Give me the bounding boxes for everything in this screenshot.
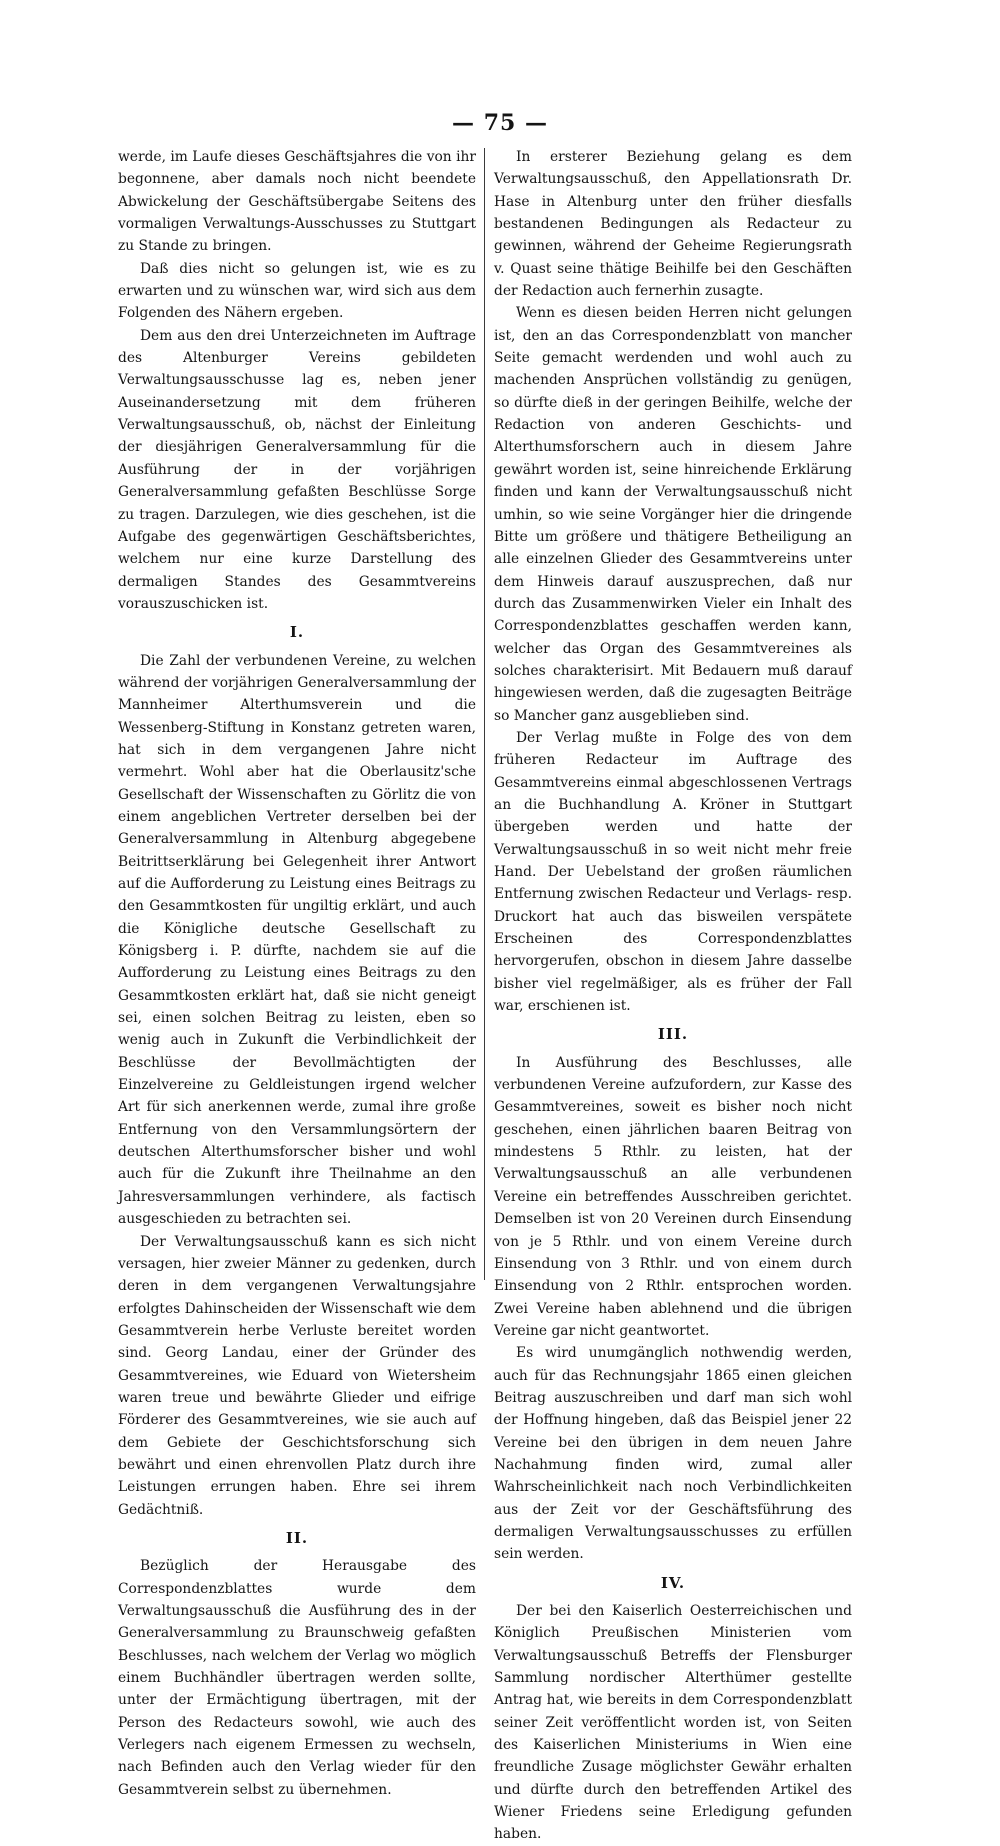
paragraph: Wenn es diesen beiden Herren nicht gelungen ist, den an das Correspondenzblatt von mancher Seite gemacht werdenden und wohl auch zu machenden Ansprüchen vollständig zu genügen, so dürfte dieß in der geringen Beihilfe, welche der Redaction von anderen Geschichts- und Alterthumsforschern auch in diesem Jahre gewährt worden ist, seine hinreichende Erklärung finden und kann der Verwaltungsausschuß nicht umhin, so wie seine Vorgänger hier die dringende Bitte um größere und thätigere Betheiligung an alle einzelnen Glieder des Gesammtvereins unter dem Hinweis darauf auszusprechen, daß nur durch das Zusammenwirken Vieler ein Inhalt des Correspondenzblattes geschaffen werden kann, welcher das Organ des Gesammtvereines als solches charakterisirt. Mit Bedauern muß darauf hingewiesen werden, daß die zugesagten Beiträge so Mancher ganz ausgeblieben sind. (494, 305, 852, 724)
paragraph: Bezüglich der Herausgabe des Correspondenzblattes wurde dem Verwaltungsausschuß die Ausführung des in der Generalversammlung zu Braunschweig gefaßten Beschlusses, nach welchem der Verlag wo möglich einem Buchhändler übertragen werden sollte, unter der Ermächtigung übertragen, mit der Person des Redacteurs sowohl, wie auch des Verlegers nach eigenem Ermessen zu wechseln, nach Befinden auch den Verlag wieder für den Gesammtverein selbst zu übernehmen. (118, 1558, 476, 1798)
section-heading-1: I. (289, 623, 305, 642)
section-heading-2: II. (285, 1528, 309, 1547)
paragraph: werde, im Laufe dieses Geschäftsjahres die von ihr begonnene, aber damals noch nicht beendete Abwickelung der Geschäftsübergabe Seitens des vormaligen Verwaltungs-Ausschusses zu Stuttgart zu Stande zu bringen. (118, 149, 476, 255)
paragraph: Es wird unumgänglich nothwendig werden, auch für das Rechnungsjahr 1865 einen gleichen Beitrag auszuschreiben und darf man sich wohl der Hoffnung hingeben, daß das Beispiel jener 22 Vereine bei den übrigen in dem neuen Jahre Nachahmung finden wird, zumal aller Wahrscheinlichkeit nach noch Verbindlichkeiten aus der Zeit vor der Geschäftsführung des dermaligen Verwaltungsausschusses zu erfüllen sein werden. (494, 1345, 852, 1563)
paragraph: Daß dies nicht so gelungen ist, wie es zu erwarten und zu wünschen war, wird sich aus dem Folgenden des Nähern ergeben. (118, 260, 476, 322)
section-heading-4: IV. (660, 1573, 686, 1592)
paragraph: Der Verwaltungsausschuß kann es sich nicht versagen, hier zweier Männer zu gedenken, durch deren in dem vergangenen Verwaltungsjahre erfolgtes Dahinscheiden der Wissenschaft wie dem Gesammtverein herbe Verluste bereitet worden sind. Georg Landau, einer der Gründer des Gesammtvereines, wie Eduard von Wietersheim waren treue und bewährte Glieder und eifrige Förderer des Gesammtvereines, wie sie auch auf dem Gebiete der Geschichtsforschung sich bewährt und einen ehrenvollen Platz durch ihre Leistungen errungen haben. Ehre sei ihrem Gedächtniß. (118, 1233, 476, 1518)
paragraph: In Ausführung des Beschlusses, alle verbundenen Vereine aufzufordern, zur Kasse des Gesammtvereines, soweit es bisher noch nicht geschehen, einen jährlichen baaren Beitrag von mindestens 5 Rthlr. zu leisten, hat der Verwaltungsausschuß an alle verbundenen Vereine ein betreffendes Ausschreiben gerichtet. Demselben ist von 20 Vereinen durch Einsendung von je 5 Rthlr. und von einem Vereine durch Einsendung von 3 Rthlr. und von einem durch Einsendung von 2 Rthlr. entsprochen worden. Zwei Vereine haben ablehnend und die übrigen Vereine gar nicht geantwortet. (494, 1054, 852, 1339)
paragraph: Der bei den Kaiserlich Oesterreichischen und Königlich Preußischen Ministerien vom Verwaltungsausschuß Betreffs der Flensburger Sammlung nordischer Alterthümer gestellte Antrag hat, wie bereits in dem Correspondenzblatt seiner Zeit veröffentlicht worden ist, von Seiten des Kaiserlichen Ministeriums in Wien eine freundliche Zusage möglichster Gewähr erhalten und dürfte durch den betreffenden Artikel des Wiener Friedens seine Erledigung gefunden haben. (494, 1603, 852, 1843)
right-column (494, 146, 852, 1846)
paragraph: Dem aus den drei Unterzeichneten im Auftrage des Altenburger Vereins gebildeten Verwaltungsausschusse lag es, neben jener Auseinandersetzung mit dem früheren Verwaltungsausschuß, ob, nächst der Einleitung der diesjährigen Generalversammlung für die Ausführung der in der vorjährigen Generalversammlung gefaßten Beschlüsse Sorge zu tragen. Darzulegen, wie dies geschehen, ist die Aufgabe des gegenwärtigen Geschäftsberichtes, welchem nur eine kurze Darstellung des dermaligen Standes des Gesammtvereins vorauszuschicken ist. (118, 327, 476, 612)
paragraph: Der Verlag mußte in Folge des von dem früheren Redacteur im Auftrage des Gesammtvereins einmal abgeschlossenen Vertrags an die Buchhandlung A. Kröner in Stuttgart übergeben werden und hatte der Verwaltungsausschuß in so weit nicht mehr freie Hand. Der Uebelstand der großen räumlichen Entfernung zwischen Redacteur und Verlags- resp. Druckort hat auch das bisweilen verspätete Erscheinen des Correspondenzblattes hervorgerufen, obschon in diesem Jahre dasselbe bisher viel regelmäßiger, als es früher der Fall war, erschienen ist. (494, 729, 852, 1015)
page-number: — 75 — (452, 110, 548, 136)
left-column (118, 146, 476, 1801)
paragraph: Die Zahl der verbundenen Vereine, zu welchen während der vorjährigen Generalversammlung der Mannheimer Alterthumsverein und die Wessenberg-Stiftung in Konstanz getreten waren, hat sich in dem vergangenen Jahre nicht vermehrt. Wohl aber hat die Oberlausitz'sche Gesellschaft der Wissenschaften zu Görlitz die von einem angeblichen Vertreter derselben bei der Generalversammlung in Altenburg abgegebene Beitrittserklärung bei Gelegenheit ihrer Antwort auf die Aufforderung zu Leistung eines Beitrags zu den Gesammtkosten für ungiltig erklärt, und auch die Königliche deutsche Gesellschaft zu Königsberg i. P. dürfte, nachdem sie auf die Aufforderung zu Leistung eines Beitrags zu den Gesammtkosten erklärt hat, daß sie nicht geneigt sei, einen solchen Beitrag zu leisten, eben so wenig auch in Zukunft die Verbindlichkeit der Beschlüsse der Bevollmächtigten der Einzelvereine zu Geldleistungen irgend welcher Art für sich anerkennen werde, zumal ihre große Entfernung von den Versammlungsörtern der deutschen Alterthumsforscher bisher und wohl auch für die Zukunft ihre Theilnahme an den Jahresversammlungen verhindere, als factisch ausgeschieden zu betrachten sei. (118, 652, 476, 1228)
paragraph: In ersterer Beziehung gelang es dem Verwaltungsausschuß, den Appellationsrath Dr. Hase in Altenburg unter den früher diesfalls bestandenen Bedingungen als Redacteur zu gewinnen, während der Geheime Regierungsrath v. Quast seine thätige Beihilfe bei den Geschäften der Redaction auch fernerhin zusagte. (494, 149, 852, 300)
section-heading-3: III. (657, 1025, 689, 1044)
column-divider (484, 148, 485, 1280)
